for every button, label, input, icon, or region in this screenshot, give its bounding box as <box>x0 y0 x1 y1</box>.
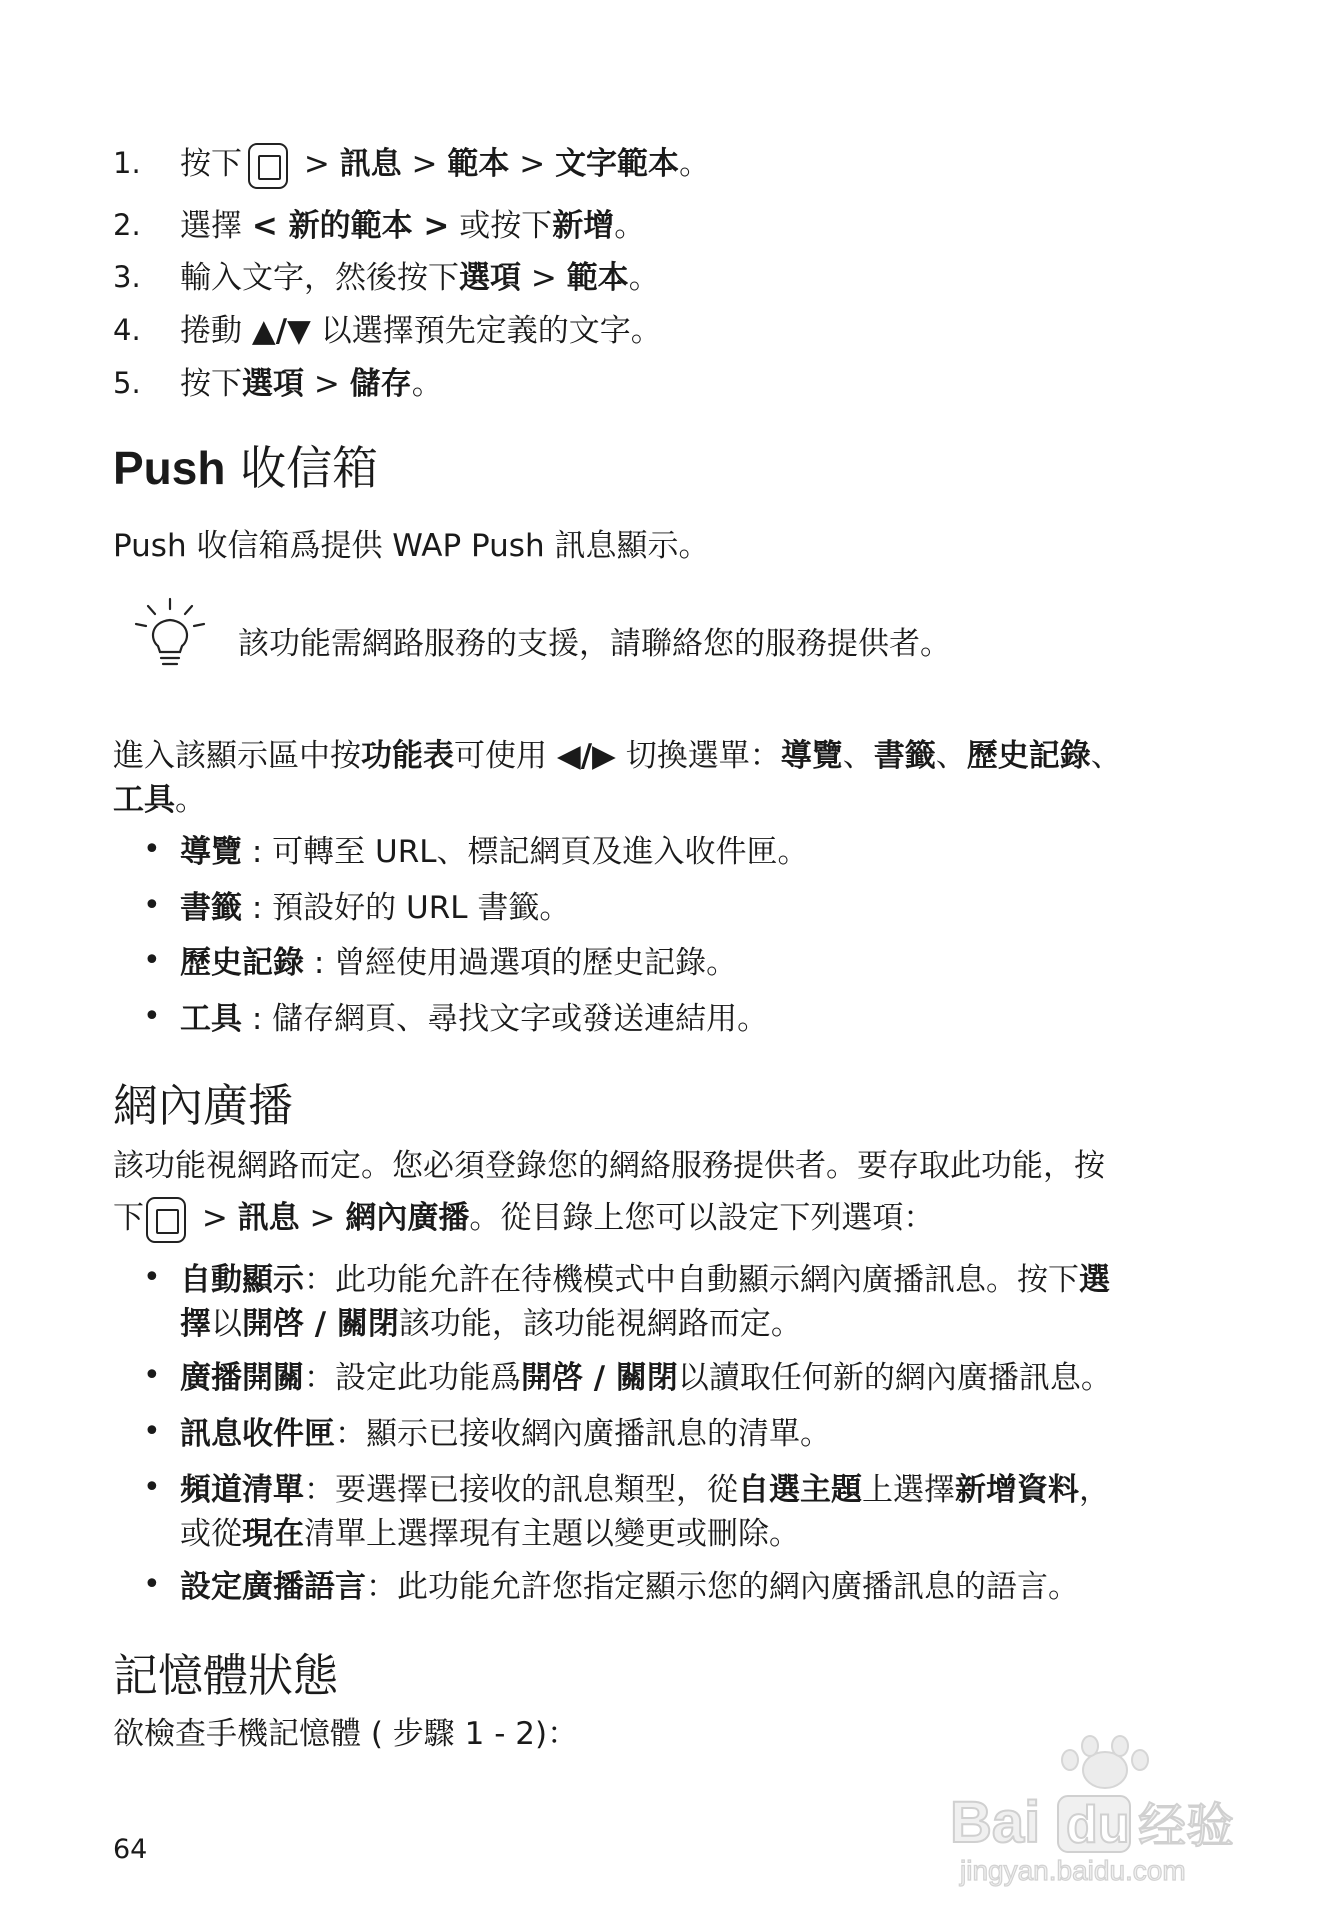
step-number: 3. <box>113 260 141 294</box>
list-item: 導覽 : 可轉至 URL、標記網頁及進入收件匣。 <box>180 834 809 870</box>
list-item: 訊息收件匣：顯示已接收網內廣播訊息的清單。 <box>180 1416 831 1452</box>
broadcast-heading: 網內廣播 <box>113 1079 294 1132</box>
step-3: 輸入文字，然後按下選項 > 範本。 <box>180 260 660 296</box>
step-number: 4. <box>113 313 141 347</box>
bullet-icon: • <box>143 832 161 867</box>
list-item: 書籤 : 預設好的 URL 書籤。 <box>180 890 571 926</box>
list-item: 歷史記錄 : 曾經使用過選項的歷史記錄。 <box>180 945 738 981</box>
step-number: 5. <box>113 366 141 400</box>
push-intro-line2: 工具。 <box>113 782 206 818</box>
push-description: Push 收信箱爲提供 WAP Push 訊息顯示。 <box>113 528 710 564</box>
memory-status-desc: 欲檢查手機記憶體 ( 步驟 1 - 2)： <box>113 1716 579 1752</box>
step-number: 2. <box>113 208 141 242</box>
baidu-watermark-logo <box>940 1730 1270 1890</box>
bullet-icon: • <box>143 999 161 1034</box>
list-item: 工具 : 儲存網頁、尋找文字或發送連結用。 <box>180 1001 769 1037</box>
push-tip-note: 該功能需網路服務的支援，請聯絡您的服務提供者。 <box>238 626 951 662</box>
broadcast-para-line2: 下 > 訊息 > 網內廣播。從目錄上您可以設定下列選項： <box>113 1196 934 1243</box>
bullet-icon: • <box>143 1358 161 1393</box>
bullet-icon: • <box>143 1470 161 1505</box>
push-inbox-heading: Push 收信箱 <box>113 441 379 495</box>
svg-text:经验: 经验 <box>1138 1798 1235 1854</box>
svg-text:Bai: Bai <box>950 1790 1041 1855</box>
svg-text:du: du <box>1066 1796 1130 1854</box>
menu-key-icon <box>248 143 288 189</box>
bullet-icon: • <box>143 943 161 978</box>
list-item: 自動顯示：此功能允許在待機模式中自動顯示網內廣播訊息。按下選 <box>180 1262 1110 1298</box>
step-5: 按下選項 > 儲存。 <box>180 366 443 402</box>
list-item: 廣播開關：設定此功能爲開啓 / 關閉以讀取任何新的網內廣播訊息。 <box>180 1360 1112 1396</box>
step-2: 選擇 < 新的範本 > 或按下新增。 <box>180 208 646 244</box>
lightbulb-icon <box>130 596 210 672</box>
list-item: 設定廣播語言：此功能允許您指定顯示您的網內廣播訊息的語言。 <box>180 1569 1079 1605</box>
memory-status-heading: 記憶體狀態 <box>113 1649 339 1702</box>
svg-text:jingyan.baidu.com: jingyan.baidu.com <box>960 1855 1186 1886</box>
bullet-icon: • <box>143 888 161 923</box>
page-number: 64 <box>113 1834 148 1865</box>
step-number: 1. <box>113 146 141 180</box>
step-1: 按下 > 訊息 > 範本 > 文字範本。 <box>180 142 710 189</box>
bullet-icon: • <box>143 1414 161 1449</box>
broadcast-para-line1: 該功能視網路而定。您必須登錄您的網絡服務提供者。要存取此功能，按 <box>113 1148 1105 1184</box>
bullet-icon: • <box>143 1567 161 1602</box>
step-4: 捲動 ▲/▼ 以選擇預先定義的文字。 <box>180 313 662 349</box>
bullet-icon: • <box>143 1260 161 1295</box>
menu-key-icon <box>146 1197 186 1243</box>
push-intro-line1: 進入該顯示區中按功能表可使用 ◀/▶ 切換選單：導覽、書籤、歷史記錄、 <box>113 738 1122 774</box>
list-item-continuation: 擇以開啓 / 關閉該功能，該功能視網路而定。 <box>180 1306 802 1342</box>
list-item-continuation: 或從現在清單上選擇現有主題以變更或刪除。 <box>180 1516 800 1552</box>
list-item: 頻道清單：要選擇已接收的訊息類型，從自選主題上選擇新增資料， <box>180 1472 1110 1508</box>
